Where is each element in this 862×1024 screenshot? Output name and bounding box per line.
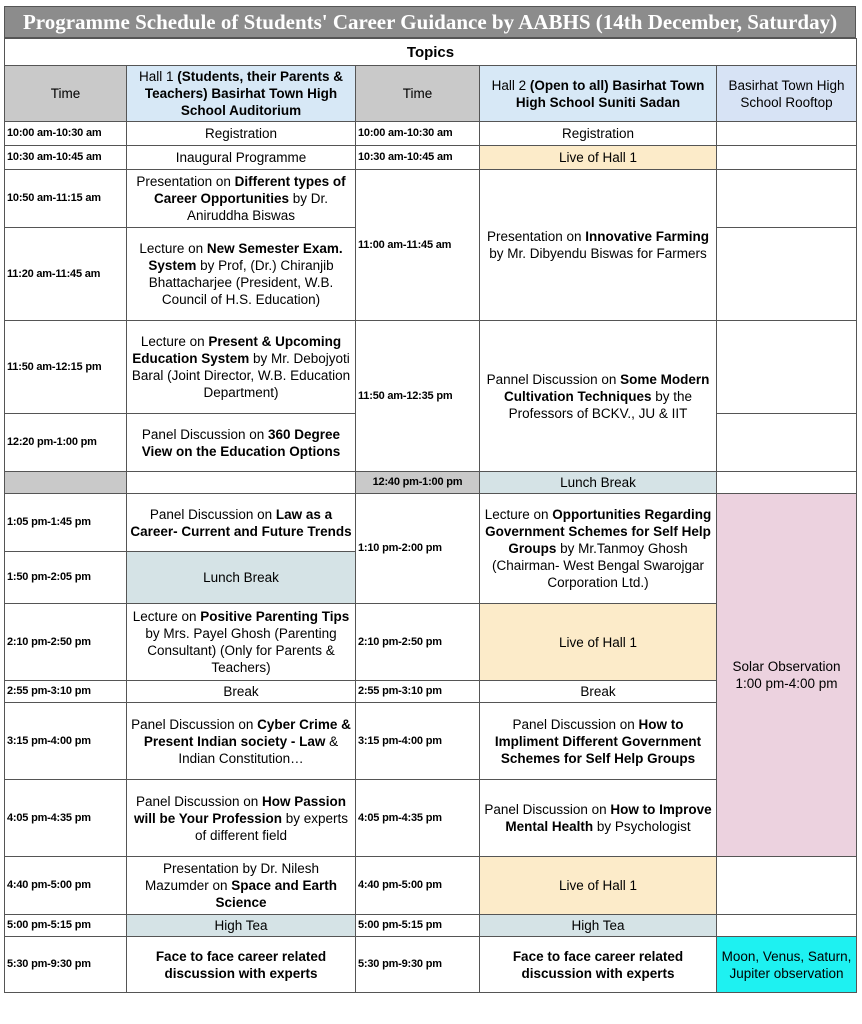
hall2-cell: [480, 170, 717, 321]
hall1-cell: [127, 321, 356, 414]
table-row: [5, 937, 857, 993]
time-cell: 4:40 pm-5:00 pm: [356, 857, 480, 915]
header-hall-1-desc: (Students, their Parents & Teachers) Basirhat Town High School Auditorium: [144, 69, 344, 118]
rooftop-cell: [717, 122, 857, 146]
session-topic: Cyber Crime & Present Indian society - Law: [143, 716, 351, 749]
hall1-cell: Lunch Break: [127, 552, 356, 604]
session-speaker: by Mrs. Payel Ghosh (Parenting Consultant) (Only for Parents & Teachers): [145, 626, 337, 675]
hall2-cell: Live of Hall 1: [480, 857, 717, 915]
session-prefix: Presentation on: [486, 229, 586, 244]
session-prefix: Panel Discussion on: [149, 506, 276, 522]
session-prefix: Pannel Discussion on: [486, 371, 621, 387]
table-row: [5, 494, 857, 552]
session-speaker: & Indian Constitution…: [178, 733, 339, 766]
rooftop-cell: [717, 146, 857, 170]
hall2-cell: [480, 321, 717, 472]
hall1-cell: [127, 414, 356, 472]
topics-heading: Topics: [5, 39, 857, 66]
time-cell: 3:15 pm-4:00 pm: [5, 703, 127, 780]
hall1-cell: [127, 780, 356, 857]
time-cell: 2:55 pm-3:10 pm: [356, 681, 480, 703]
session-speaker: by experts of different field: [194, 810, 349, 843]
time-cell: 11:50 am-12:35 pm: [356, 321, 480, 472]
time-cell: 1:10 pm-2:00 pm: [356, 494, 480, 604]
session-topic: Law as a Career- Current and Future Trends: [130, 506, 352, 539]
rooftop-cell: [717, 170, 857, 228]
header-rooftop: Basirhat Town High School Rooftop: [717, 66, 857, 122]
rooftop-cell: [717, 472, 857, 494]
hall1-cell: Inaugural Programme: [127, 146, 356, 170]
session-topic: Present & Upcoming Education System: [132, 334, 342, 366]
session-speaker: by Psychologist: [593, 819, 691, 834]
time-cell: 2:55 pm-3:10 pm: [5, 681, 127, 703]
time-cell: 5:00 pm-5:15 pm: [5, 915, 127, 937]
session-topic: How Passion will be Your Profession: [133, 793, 347, 826]
session-prefix: Panel Discussion on: [141, 426, 268, 442]
hall1-cell: Break: [127, 681, 356, 703]
hall2-cell: High Tea: [480, 915, 717, 937]
session-topic: Space and Earth Science: [215, 878, 338, 910]
time-cell: 1:50 pm-2:05 pm: [5, 552, 127, 604]
rooftop-cell: [717, 414, 857, 472]
session-speaker: by Dr. Aniruddha Biswas: [186, 191, 329, 223]
table-row: [5, 321, 857, 414]
hall1-cell: Face to face career related discussion with experts: [127, 937, 356, 993]
table-row: [5, 122, 857, 146]
session-topic: How to Improve Mental Health: [505, 802, 712, 834]
session-topic: Different types of Career Opportunities: [153, 174, 346, 206]
time-cell: 12:40 pm-1:00 pm: [356, 472, 480, 494]
rooftop-cell: [717, 857, 857, 915]
hall2-cell: [480, 494, 717, 604]
time-cell: 5:00 pm-5:15 pm: [356, 915, 480, 937]
time-cell: 2:10 pm-2:50 pm: [356, 604, 480, 681]
session-prefix: Lecture on: [484, 507, 553, 522]
hall1-cell: [127, 494, 356, 552]
rooftop-cell: [717, 915, 857, 937]
session-speaker: by Mr.Tanmoy Ghosh (Chairman- West Bengal Swarojgar Corporation Ltd.): [491, 541, 705, 590]
table-row: [5, 170, 857, 228]
time-cell: 4:05 pm-4:35 pm: [356, 780, 480, 857]
rooftop-cell: [717, 321, 857, 414]
session-speaker: by the Professors of BCKV., JU & IIT: [508, 388, 693, 421]
hall2-cell: Lunch Break: [480, 472, 717, 494]
hall1-cell: [127, 857, 356, 915]
hall1-cell: [127, 228, 356, 321]
hall1-cell: [127, 170, 356, 228]
table-row: [5, 472, 857, 494]
session-prefix: Lecture on: [139, 241, 207, 256]
header-hall-1-prefix: Hall 1: [138, 69, 178, 84]
session-topic: Positive Parenting Tips: [200, 609, 350, 624]
header-row: [5, 66, 857, 122]
header-time-2: Time: [356, 66, 480, 122]
hall2-cell: Live of Hall 1: [480, 146, 717, 170]
session-topic: Opportunities Regarding Government Schemes for Self Help Groups: [485, 507, 712, 556]
time-cell: 2:10 pm-2:50 pm: [5, 604, 127, 681]
header-hall-2-desc: (Open to all) Basirhat Town High School Suniti Sadan: [515, 77, 705, 110]
time-cell: 5:30 pm-9:30 pm: [356, 937, 480, 993]
session-speaker: by Mr. Dibyendu Biswas for Farmers: [489, 246, 707, 261]
time-cell: 10:50 am-11:15 am: [5, 170, 127, 228]
session-prefix: Lecture on: [132, 609, 201, 624]
time-cell: 3:15 pm-4:00 pm: [356, 703, 480, 780]
planet-observation-cell: Moon, Venus, Saturn, Jupiter observation: [717, 937, 857, 993]
session-prefix: Panel Discussion on: [131, 716, 258, 732]
session-speaker: by Prof, (Dr.) Chiranjib Bhattacharjee (President, W.B. Council of H.S. Education): [148, 258, 334, 307]
time-cell: 12:20 pm-1:00 pm: [5, 414, 127, 472]
hall2-cell: Break: [480, 681, 717, 703]
empty-cell: [5, 472, 127, 494]
session-prefix: Panel Discussion on: [512, 716, 639, 732]
table-row: [5, 915, 857, 937]
rooftop-cell: [717, 228, 857, 321]
hall1-cell: [127, 703, 356, 780]
hall2-cell: Live of Hall 1: [480, 604, 717, 681]
table-row: [5, 146, 857, 170]
hall1-cell: [127, 604, 356, 681]
hall2-cell: Face to face career related discussion with experts: [480, 937, 717, 993]
time-cell: 5:30 pm-9:30 pm: [5, 937, 127, 993]
session-prefix: Presentation on: [136, 174, 235, 189]
solar-observation-cell: Solar Observation 1:00 pm-4:00 pm: [717, 494, 857, 857]
time-cell: 10:00 am-10:30 am: [356, 122, 480, 146]
time-cell: 11:50 am-12:15 pm: [5, 321, 127, 414]
hall2-cell: [480, 703, 717, 780]
time-cell: 1:05 pm-1:45 pm: [5, 494, 127, 552]
header-hall-2-prefix: Hall 2: [491, 77, 530, 93]
header-hall-1: [127, 66, 356, 122]
time-cell: 10:30 am-10:45 am: [5, 146, 127, 170]
time-cell: 11:20 am-11:45 am: [5, 228, 127, 321]
time-cell: 11:00 am-11:45 am: [356, 170, 480, 321]
hall1-cell: Registration: [127, 122, 356, 146]
time-cell: 4:40 pm-5:00 pm: [5, 857, 127, 915]
page-title: Programme Schedule of Students' Career Guidance by AABHS (14th December, Saturday): [4, 6, 856, 38]
session-prefix: Panel Discussion on: [484, 802, 611, 817]
session-speaker: by Mr. Debojyoti Baral (Joint Director, W.B. Education Department): [131, 351, 351, 400]
hall2-cell: Registration: [480, 122, 717, 146]
session-topic: Some Modern Cultivation Techniques: [503, 371, 710, 404]
session-prefix: Panel Discussion on: [135, 793, 263, 809]
empty-cell: [127, 472, 356, 494]
session-topic: 360 Degree View on the Education Options: [141, 426, 341, 459]
session-topic: How to Impliment Different Government Schemes for Self Help Groups: [494, 716, 702, 766]
topics-row: [5, 39, 857, 66]
time-cell: 10:00 am-10:30 am: [5, 122, 127, 146]
time-cell: 10:30 am-10:45 am: [356, 146, 480, 170]
session-prefix: Presentation by Dr. Nilesh Mazumder on: [144, 861, 320, 893]
hall1-cell: High Tea: [127, 915, 356, 937]
session-topic: Innovative Farming: [585, 229, 710, 244]
schedule-table: [4, 38, 857, 993]
hall2-cell: [480, 780, 717, 857]
header-hall-2: [480, 66, 717, 122]
table-row: [5, 857, 857, 915]
session-prefix: Lecture on: [140, 334, 209, 349]
time-cell: 4:05 pm-4:35 pm: [5, 780, 127, 857]
header-time-1: Time: [5, 66, 127, 122]
session-topic: New Semester Exam. System: [148, 241, 343, 273]
